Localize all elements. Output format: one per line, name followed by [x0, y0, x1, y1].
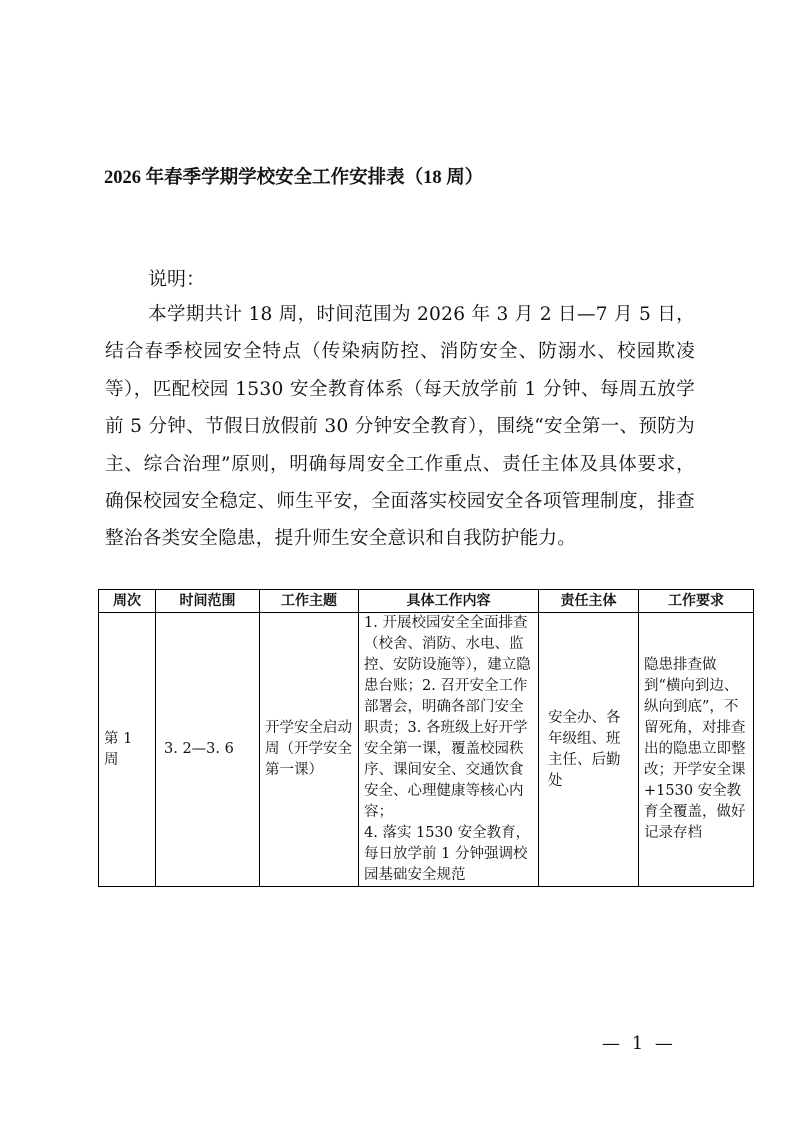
table-header-row [99, 590, 754, 613]
table-row [99, 613, 754, 887]
header-requirements: 工作要求 [639, 590, 754, 613]
content-item-4: 4. 落实 1530 安全教育，每日放学前 1 分钟强调校园基础安全规范 [364, 825, 531, 883]
header-content: 具体工作内容 [359, 590, 539, 613]
header-week: 周次 [99, 590, 156, 613]
document-title: 2026 年春季学期学校安全工作安排表（18 周） [104, 168, 484, 188]
cell-week: 第 1 周 [99, 613, 156, 887]
schedule-table [98, 589, 754, 887]
intro-label: 说明： [148, 268, 206, 290]
header-time-range: 时间范围 [156, 590, 260, 613]
header-responsible: 责任主体 [539, 590, 639, 613]
content-items-1-3: 1. 开展校园安全全面排查（校舍、消防、水电、监控、安防设施等），建立隐患台账；2. 召开安全工作部署会，明确各部门安全职责；3. 各班级上好开学安全第一课，覆盖校园秩序、课间安全、交通饮食安全、心理健康等核心内容； [364, 615, 531, 820]
intro-paragraph: 本学期共计 18 周，时间范围为 2026 年 3 月 2 日—7 月 5 日，结合春季校园安全特点（传染病防控、消防安全、防溺水、校园欺凌等），匹配校园 1530 安全教育体系（每天放学前 1 分钟、每周五放学前 5 分钟、节假日放假前 30 分钟安全教育），围绕“安全第一、预防为主、综合治理”原则，明确每周安全工作重点、责任主体及具体要求，确保校园安全稳定、师生平安，全面落实校园安全各项管理制度，排查整治各类安全隐患，提升师生安全意识和自我防护能力。 [105, 304, 695, 550]
cell-time-range: 3. 2—3. 6 [156, 613, 260, 887]
cell-content [359, 613, 539, 887]
cell-requirements: 隐患排查做到“横向到边、纵向到底”，不留死角，对排查出的隐患立即整改；开学安全课+1530 安全教育全覆盖，做好记录存档 [639, 613, 754, 887]
cell-theme: 开学安全启动周（开学安全第一课） [260, 613, 359, 887]
page-number: — 1 — [602, 1033, 676, 1054]
header-theme: 工作主题 [260, 590, 359, 613]
cell-responsible: 安全办、各年级组、班主任、后勤处 [539, 613, 639, 887]
